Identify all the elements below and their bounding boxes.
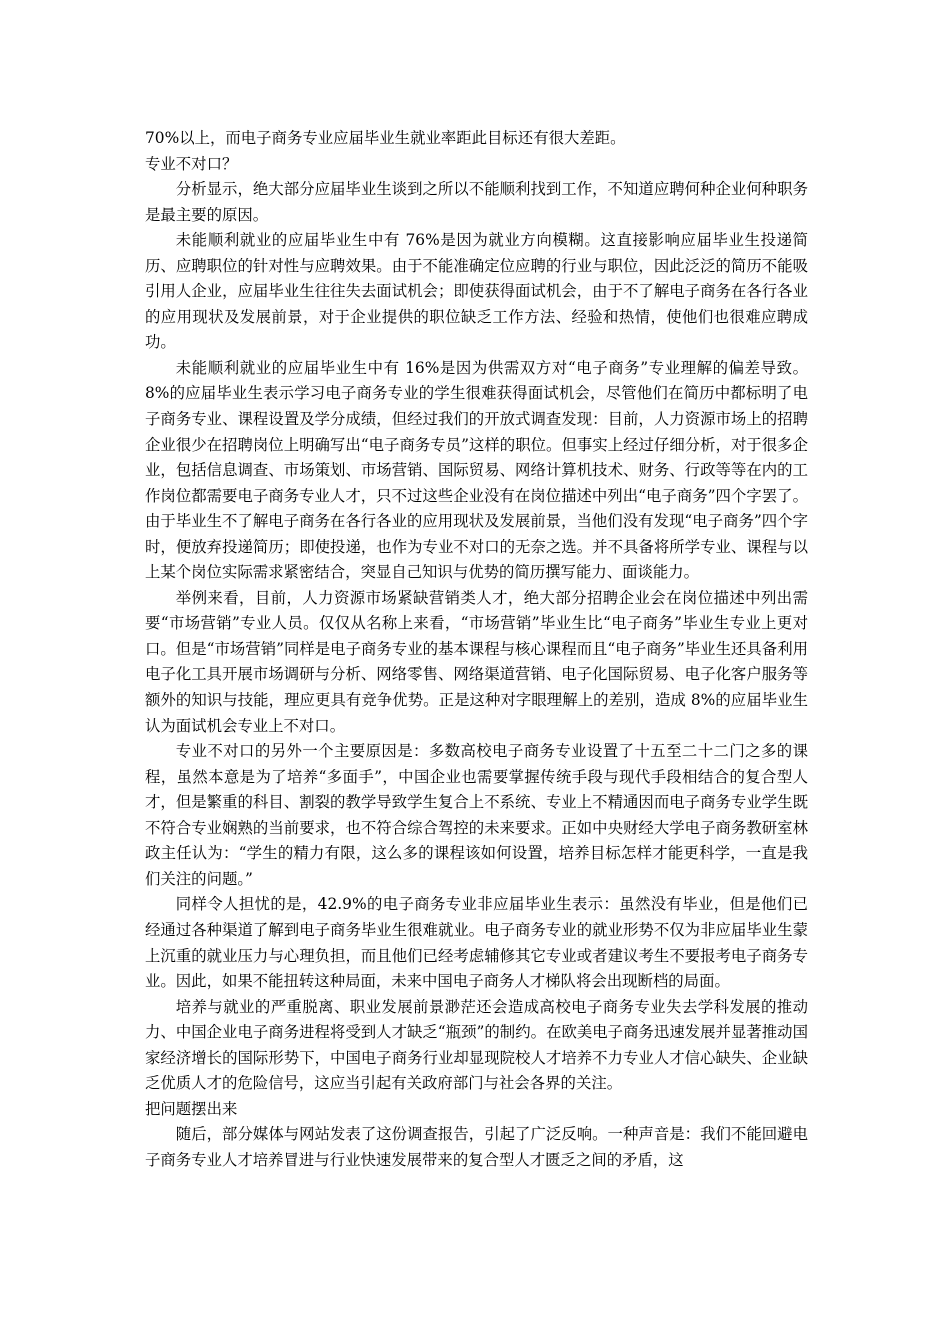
paragraph: 分析显示，绝大部分应届毕业生谈到之所以不能顺利找到工作，不知道应聘何种企业何种职务是最主要的原因。: [145, 180, 808, 224]
paragraph: 随后，部分媒体与网站发表了这份调查报告，引起了广泛反响。一种声音是：我们不能回避电子商务专业人才培养冒进与行业快速发展带来的复合型人才匮乏之间的矛盾，这: [145, 1125, 808, 1169]
paragraph: 同样令人担忧的是，42.9%的电子商务专业非应届毕业生表示：虽然没有毕业，但是他们已经通过各种渠道了解到电子商务毕业生很难就业。电子商务专业的就业形势不仅为非应届毕业生蒙上沉重的就业压力与心理负担，而且他们已经考虑辅修其它专业或者建议考生不要报考电子商务专业。因此，如果不能扭转这种局面，未来中国电子商务人才梯队将会出现断档的局面。: [145, 895, 808, 991]
paragraph: 70%以上，而电子商务专业应届毕业生就业率距此目标还有很大差距。: [145, 129, 626, 147]
document-page: [145, 126, 808, 1173]
paragraph: 未能顺利就业的应届毕业生中有 16%是因为供需双方对“电子商务”专业理解的偏差导致。8%的应届毕业生表示学习电子商务专业的学生很难获得面试机会，尽管他们在简历中都标明了电子商务专业、课程设置及学分成绩，但经过我们的开放式调查发现：目前，人力资源市场上的招聘企业很少在招聘岗位上明确写出“电子商务专员”这样的职位。但事实上经过仔细分析，对于很多企业，包括信息调查、市场策划、市场营销、国际贸易、网络计算机技术、财务、行政等等在内的工作岗位都需要电子商务专业人才，只不过这些企业没有在岗位描述中列出“电子商务”四个字罢了。由于毕业生不了解电子商务在各行各业的应用现状及发展前景，当他们没有发现“电子商务”四个字时，便放弃投递简历；即使投递，也作为专业不对口的无奈之选。并不具备将所学专业、课程与以上某个岗位实际需求紧密结合，突显自己知识与优势的简历撰写能力、面谈能力。: [145, 358, 808, 582]
section-heading: 专业不对口？: [145, 154, 238, 173]
paragraph: 培养与就业的严重脱离、职业发展前景渺茫还会造成高校电子商务专业失去学科发展的推动力、中国企业电子商务进程将受到人才缺乏“瓶颈”的制约。在欧美电子商务迅速发展并显著推动国家经济增长的国际形势下，中国电子商务行业却显现院校人才培养不力专业人才信心缺失、企业缺乏优质人才的危险信号，这应当引起有关政府部门与社会各界的关注。: [145, 997, 808, 1093]
paragraph: 举例来看，目前，人力资源市场紧缺营销类人才，绝大部分招聘企业会在岗位描述中列出需要“市场营销”专业人员。仅仅从名称上来看，“市场营销”毕业生比“电子商务”毕业生专业上更对口。但是“市场营销”同样是电子商务专业的基本课程与核心课程而且“电子商务”毕业生还具备利用电子化工具开展市场调研与分析、网络零售、网络渠道营销、电子化国际贸易、电子化客户服务等额外的知识与技能，理应更具有竞争优势。正是这种对字眼理解上的差别，造成 8%的应届毕业生认为面试机会专业上不对口。: [145, 588, 808, 735]
paragraph: 专业不对口的另外一个主要原因是：多数高校电子商务专业设置了十五至二十二门之多的课程，虽然本意是为了培养“多面手”，中国企业也需要掌握传统手段与现代手段相结合的复合型人才，但是繁重的科目、割裂的教学导致学生复合上不系统、专业上不精通因而电子商务专业学生既不符合专业娴熟的当前要求，也不符合综合驾控的未来要求。正如中央财经大学电子商务教研室林政主任认为：“学生的精力有限，这么多的课程该如何设置，培养目标怎样才能更科学，一直是我们关注的问题。”: [145, 742, 808, 888]
paragraph: 未能顺利就业的应届毕业生中有 76%是因为就业方向模糊。这直接影响应届毕业生投递简历、应聘职位的针对性与应聘效果。由于不能准确定位应聘的行业与职位，因此泛泛的简历不能吸引用人企业，应届毕业生往往失去面试机会；即使获得面试机会，由于不了解电子商务在各行各业的应用现状及发展前景，对于企业提供的职位缺乏工作方法、经验和热情，使他们也很难应聘成功。: [145, 231, 808, 352]
section-heading: 把问题摆出来: [145, 1099, 238, 1118]
